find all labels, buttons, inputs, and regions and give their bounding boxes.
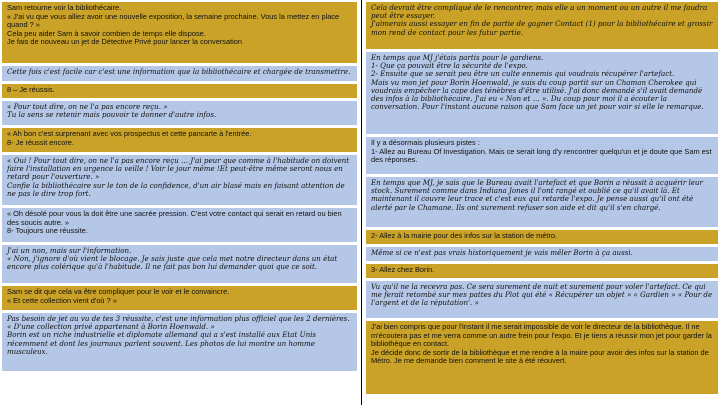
right-column	[366, 2, 718, 394]
text-block-18: Vu qu'il ne la recevra pas. Ce sera surement de nuit et surement pour voler l'artefact. Ce qui me ferait retombé sur mes pattes du Plot qui été « Récupérer un objet » « Gardien » « Pour de l'argent et de la réputation'. »	[366, 281, 718, 318]
text-block-2: Cette fois c'est facile car c'est une information que la bibliothécaire et chargée de transmettre.	[2, 66, 357, 81]
text-block-12: En temps que MJ j'étais partis pour le gardiens. 1- Que ça pouvait être la sécurité de l'expo. 2- Ensuite que se serait peu être un culte ennemis qui voudrais récupérer l'artefact. Mais vu mon jet pour Borin Hoenwald, je suis du coup partit sur un Chaman Cherokee qui voudrais empêcher la cape des ténèbres d'être utilisé. J'ai donc demandé s'il avait demandé des infos à la bibliothécaire. J'ai eu « Non et … ». Du coup pour moi il a écouter la conversation. Pour l'instant aucune raison que Sam face un jet pour voir si elle le remarque.	[366, 52, 718, 134]
text-block-4: « Pour tout dire, on ne l'a pas encore reçu. » Tu la sens se retenir mais pouvoir te donner d'autre infos.	[2, 101, 357, 125]
column-divider	[361, 0, 362, 405]
text-block-14: En temps que MJ, je sais que le Bureau avait l'artefact et que Borin a réussit à acquérir leur stock. Surement comme dans Indiana Jones il l'ont rangé et oublié ce qu'il avait là. Et maintenant il couvre leur trace et c'est eux qui retarde l'expo. Je pense aussi qu'il ont été alerté par le Chamane. Ils ont surement refuser son aide et dit qu'il s'en chargé.	[366, 177, 718, 227]
text-block-19: J'ai bien compris que pour l'instant il me serait impossible de voir le directeur de la bibliothèque. Il ne m'écoutera pas et me verra comme un autre frein pour l'expo. Et je tiens a réussir mon jet pour garder la bibliothèque en contact. Je décide donc de sortir de la bibliothèque et me rendre à la maire pour avoir des infos sur la station de Métro. Je me demande bien comment le site à été réouvert.	[366, 321, 718, 394]
left-column	[2, 2, 357, 371]
text-block-6: « Oui ! Pour tout dire, on ne l'a pas encore reçu … J'ai peur que comme à l'habitude on doivent faire l'installation en urgence la veille ! Voir le jour même !Et peut-être même seront nous en retard pour l'ouverture. » Confie la bibliothécaire sur le ton de la confidence, d'un air blasé mais en faisant attention de ne pas le dire trop fort.	[2, 155, 357, 205]
text-block-17: 3- Allez chez Borin.	[366, 264, 718, 278]
text-block-16: Même si ce n'est pas vrais historiquement je vais mêler Borin à ça aussi.	[366, 247, 718, 261]
text-block-13: Il y a désormais plusieurs pistes : 1- Allez au Bureau Of Investigation. Mais ce serait long d'y rencontrer quelqu'un et je doute que Sam est des réponses.	[366, 137, 718, 174]
text-block-3: 8 – Je réussis.	[2, 84, 357, 98]
text-block-10: Pas besoin de jet au vu de tes 3 réussite, c'est une information plus officiel que les 2 dernières. « D'une collection privé appartenant à Borin Hoenwald. » Borin est un riche industrielle et diplomate allemand qui a s'est installé aux Etat Unis récemment et dont les journaux parlent souvent. Les photos de lui montre un homme musculeux.	[2, 313, 357, 371]
text-block-7: « Oh désolé pour vous la doit être une sacrée pression. C'est votre contact qui serait en retard ou bien des soucis autre. » 8- Toujours une réussite.	[2, 208, 357, 242]
text-block-15: 2- Allez à la mairie pour des infos sur la station de métro.	[366, 230, 718, 244]
text-block-5: « Ah bon c'est surprenant avec vos prospectus et cette pancarte à l'entrée. 8- Je réussit encore.	[2, 128, 357, 152]
text-block-8: J'ai un non, mais sur l'information. « Non, j'ignore d'où vient le blocage. Je sais juste que cela met notre directeur dans un état encore plus colérique qu'à l'habitude. Il ne fait pas bon lui demander quoi que ce soit.	[2, 245, 357, 283]
text-block-9: Sam se dit que cela va être compliquer pour le voir et le convaincre. « Et cette collection vient d'où ? »	[2, 286, 357, 310]
text-block-1: Sam retourne voir la bibliothécaire. « J'ai vu que vous alliez avoir une nouvelle exposition, la semaine prochaine. Vous la mettez en place quand ? » Cela peu aider Sam à savoir combien de temps elle dispose. Je fais de nouveau un jet de Détective Privé pour lancer la conversation	[2, 2, 357, 63]
text-block-11: Cela devrait être compliqué de le rencontrer, mais elle a un moment ou un autre il me faudra peut être essayer. J'aimerais aussi essayer en fin de partie de gagner Contact (1) pour la bibliothécaire et grossir mon rend de contact pour les futur partie.	[366, 2, 718, 49]
